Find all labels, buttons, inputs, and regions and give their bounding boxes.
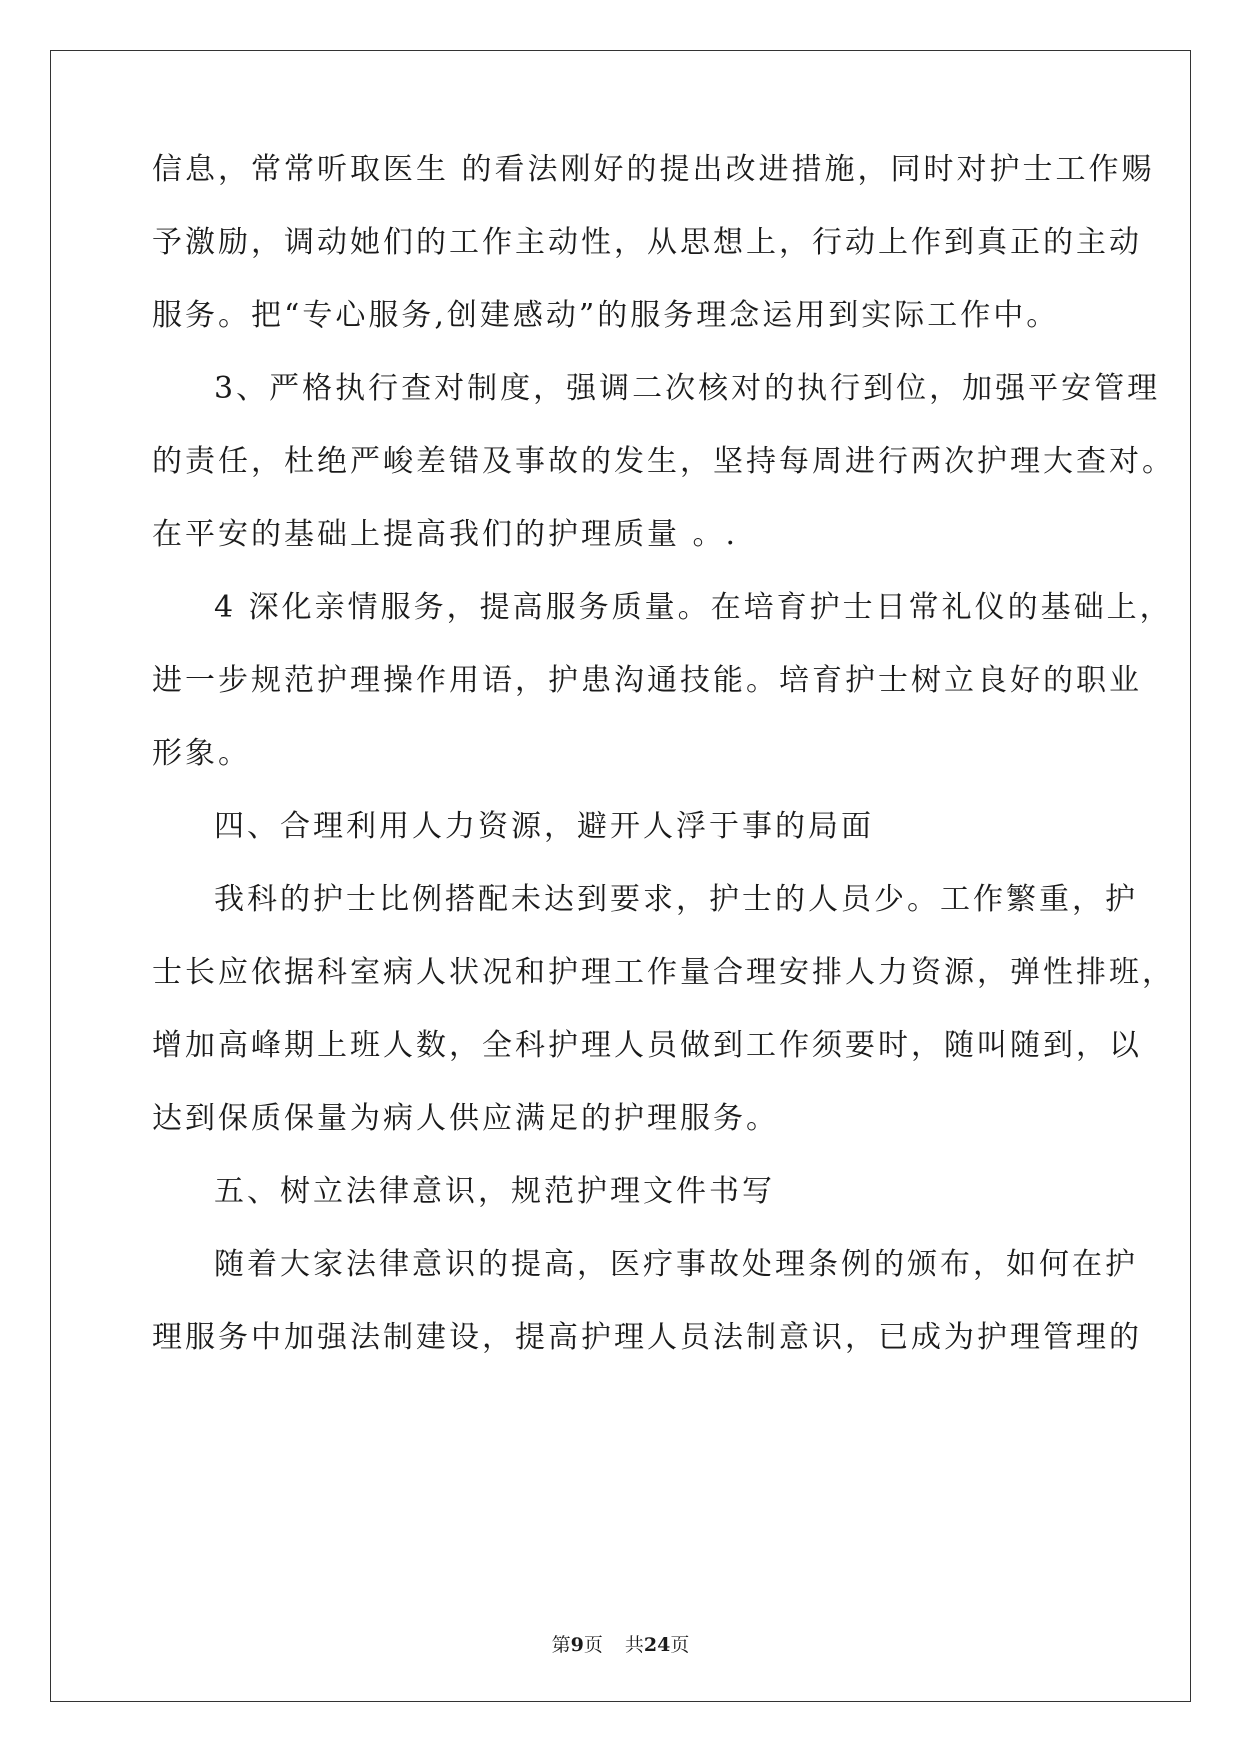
body-line: 增加高峰期上班人数，全科护理人员做到工作须要时，随叫随到，以 bbox=[152, 1028, 1142, 1063]
body-line: 士长应依据科室病人状况和护理工作量合理安排人力资源，弹性排班， bbox=[152, 955, 1175, 990]
body-line: 达到保质保量为病人供应满足的护理服务。 bbox=[152, 1101, 779, 1136]
page-footer bbox=[0, 1630, 1241, 1657]
body-line: 3、严格执行查对制度，强调二次核对的执行到位，加强平安管理 bbox=[214, 371, 1161, 406]
body-line: 4 深化亲情服务，提高服务质量。在培育护士日常礼仪的基础上， bbox=[214, 590, 1173, 625]
section-heading: 四、合理利用人力资源，避开人浮于事的局面 bbox=[214, 809, 874, 844]
total-suffix: 页 bbox=[670, 1634, 690, 1656]
page-suffix: 页 bbox=[583, 1634, 603, 1656]
body-line: 理服务中加强法制建设，提高护理人员法制意识，已成为护理管理的 bbox=[152, 1320, 1142, 1355]
page-number: 9 bbox=[570, 1634, 584, 1656]
total-pages: 24 bbox=[643, 1634, 671, 1656]
body-line: 随着大家法律意识的提高，医疗事故处理条例的颁布，如何在护 bbox=[214, 1247, 1138, 1282]
body-line: 我科的护士比例搭配未达到要求，护士的人员少。工作繁重，护 bbox=[214, 882, 1138, 917]
body-line: 在平安的基础上提高我们的护理质量 。. bbox=[152, 517, 739, 552]
body-line: 进一步规范护理操作用语，护患沟通技能。培育护士树立良好的职业 bbox=[152, 663, 1142, 698]
section-heading: 五、树立法律意识，规范护理文件书写 bbox=[214, 1174, 775, 1209]
body-line: 信息，常常听取医生 的看法刚好的提出改进措施，同时对护士工作赐 bbox=[152, 152, 1155, 187]
body-line: 服务。把“专心服务,创建感动”的服务理念运用到实际工作中。 bbox=[152, 298, 1060, 333]
total-prefix: 共 bbox=[624, 1634, 644, 1656]
page-prefix: 第 bbox=[551, 1634, 571, 1656]
body-line: 形象。 bbox=[152, 736, 251, 771]
body-line: 的责任，杜绝严峻差错及事故的发生，坚持每周进行两次护理大查对。 bbox=[152, 444, 1175, 479]
body-line: 予激励，调动她们的工作主动性，从思想上，行动上作到真正的主动 bbox=[152, 225, 1142, 260]
